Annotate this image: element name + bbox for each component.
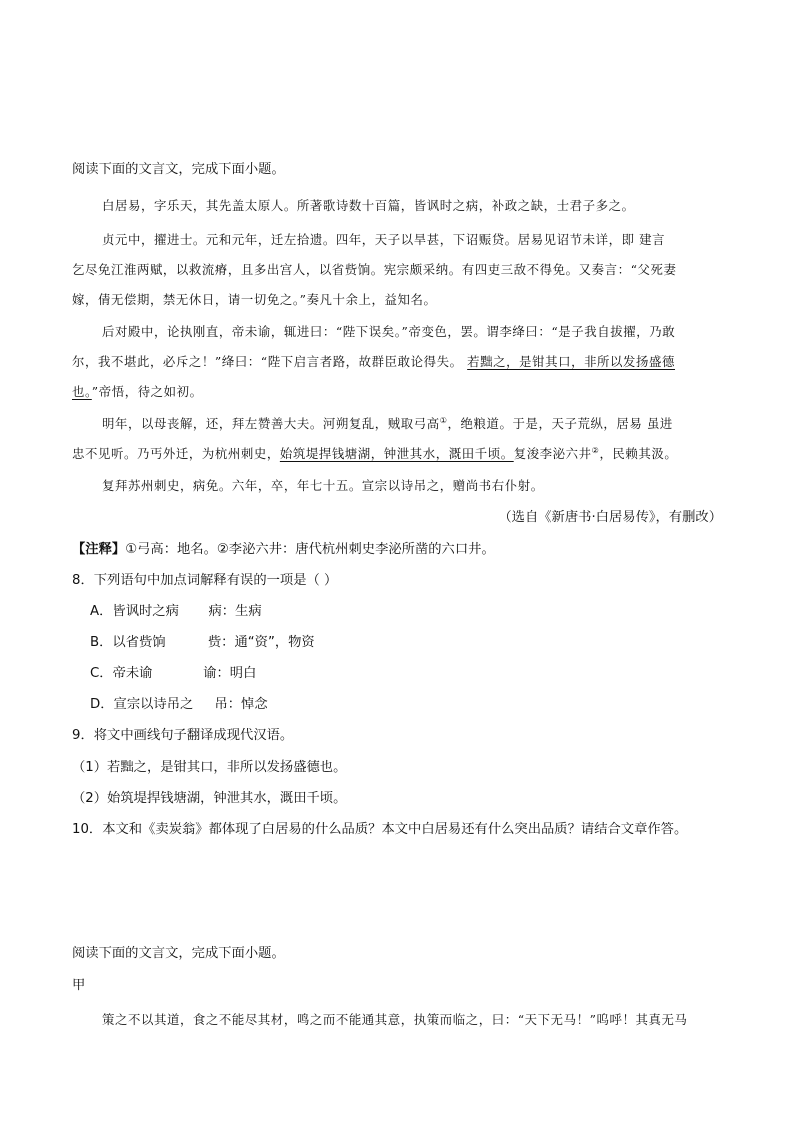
question-8-option-c: C．帝未谕 谕：明白 (90, 666, 257, 681)
question-8-option-d: D．宣宗以诗吊之 吊：悼念 (90, 697, 268, 712)
footnote-marker-1: ① (439, 416, 448, 425)
passage-paragraph-2-line-3: 嫁，倩无偿期，禁无休日，请一切免之。”奏凡十余上，益知名。 (72, 292, 437, 307)
passage-paragraph-3-line-1: 后对殿中，论执刚直，帝未谕，辄进曰：“陛下误矣。”帝变色，罢。谓李绛曰：“是子我自拔擢，乃敢 (102, 324, 676, 339)
source-citation: （选自《新唐书·白居易传》，有删改） (498, 510, 722, 525)
underlined-sentence-1: 若黜之，是钳其口，非所以发扬盛德 (467, 354, 676, 369)
notes-label: 【注释】 (72, 542, 126, 557)
underlined-sentence-2: 始筑堤捍钱塘湖，钟泄其水，溉田千顷。 (279, 446, 514, 461)
section2-label: 甲 (72, 978, 86, 993)
question-9-item-1: （1）若黜之，是钳其口，非所以发扬盛德也。 (72, 760, 347, 775)
question-9-item-2: （2）始筑堤捍钱塘湖，钟泄其水，溉田千顷。 (72, 791, 347, 806)
question-9: 9．将文中画线句子翻译成现代汉语。 (72, 728, 294, 743)
passage-paragraph-2-line-1: 贞元中，擢进士。元和元年，迁左拾遗。四年，天子以旱甚，下诏赈贷。居易见诏节未详，即 建言 (102, 232, 666, 247)
passage-paragraph-3-line-3: 也。”帝悟，待之如初。 (72, 384, 203, 399)
question-8: 8．下列语句中加点词解释有误的一项是（ ） (72, 573, 338, 588)
passage-paragraph-5: 复拜苏州刺史，病免。六年，卒，年七十五。宣宗以诗吊之，赠尚书右仆射。 (102, 478, 544, 493)
passage-paragraph-1: 白居易，字乐天，其先盖太原人。所著歌诗数十百篇，皆讽时之病，补政之缺，士君子多之。 (102, 198, 635, 213)
passage-paragraph-4-line-2: 忠不见听。乃丐外迁，为杭州刺史，始筑堤捍钱塘湖，钟泄其水，溉田千顷。复浚李泌六井②，民赖其汲。 (72, 446, 678, 461)
question-8-option-b: B．以省赀饷 赀：通“资”，物资 (90, 635, 315, 650)
footnote-marker-2: ② (591, 446, 600, 455)
question-10: 10．本文和《卖炭翁》都体现了白居易的什么品质？本文中白居易还有什么突出品质？请结合文章作答。 (72, 822, 688, 837)
passage-paragraph-4-line-1: 明年，以母丧解，还，拜左赞善大夫。河朔复乱，贼取弓高①，绝粮道。于是，天子荒纵，居易 虽进 (102, 416, 673, 431)
question-8-option-a: A．皆讽时之病 病：生病 (90, 604, 262, 619)
section2-intro: 阅读下面的文言文，完成下面小题。 (72, 946, 285, 961)
section2-paragraph-1: 策之不以其道，食之不能尽其材，鸣之而不能通其意，执策而临之，曰：“天下无马！”呜呼！其真无马 (102, 1012, 688, 1027)
notes-text: ①弓高：地名。②李泌六井：唐代杭州刺史李泌所凿的六口井。 (125, 542, 495, 557)
passage-paragraph-3-line-2: 尔，我不堪此，必斥之！”绛曰：“陛下启言者路，故群臣敢论得失。 若黜之，是钳其口，非所以发扬盛德 (72, 354, 676, 369)
notes (72, 540, 722, 560)
section1-intro: 阅读下面的文言文，完成下面小题。 (72, 162, 285, 177)
passage-paragraph-2-line-2: 乞尽免江淮两赋，以救流瘠，且多出宫人，以省赀饷。宪宗颇采纳。有四吏三敌不得免。又奏言：“父死妻 (72, 262, 677, 277)
underlined-sentence-1-end: 也。 (72, 384, 92, 399)
